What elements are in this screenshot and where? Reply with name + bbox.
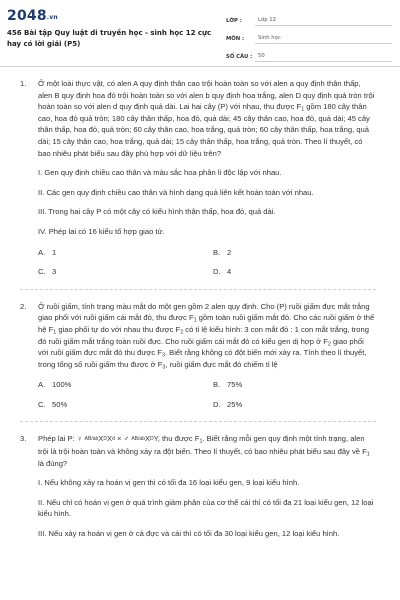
site-logo[interactable] — [7, 8, 58, 24]
meta-value: 50 — [255, 53, 392, 62]
question-2 — [0, 301, 400, 411]
subscript: 1 — [199, 438, 203, 445]
question-text — [38, 301, 376, 371]
option-value: 2 — [227, 247, 232, 257]
question-text — [38, 433, 376, 469]
meta-label: SỐ CÂU : — [226, 54, 253, 60]
superscript: D — [103, 436, 107, 443]
answer-options — [38, 379, 376, 410]
answer-option-c[interactable] — [38, 399, 213, 411]
meta-value: Lớp 12 — [255, 17, 392, 26]
question-1 — [0, 78, 400, 278]
genotype-fraction: AB/ab — [84, 436, 99, 443]
subscript: 1 — [193, 317, 197, 324]
option-letter: B. — [213, 380, 221, 390]
question-divider — [20, 289, 376, 290]
text-segment: giao phối với ruồi giấm đực mắt đỏ thu được F — [38, 336, 364, 358]
text-segment: × ♂ — [114, 434, 132, 444]
superscript: D — [150, 436, 154, 443]
statement: III. Nếu xảy ra hoán vị gen ở cả đực và cái thì có tối đa 30 loại kiểu gen, 12 loại kiểu hình. — [38, 529, 340, 539]
statement: III. Trong hai cây P có một cây có kiểu hình thân thấp, hoa đỏ, quả dài. — [38, 207, 276, 217]
question-divider — [20, 421, 376, 422]
subscript: 3 — [162, 364, 166, 371]
answer-option-d[interactable] — [213, 399, 363, 411]
answer-option-b[interactable] — [213, 379, 363, 391]
document-title: 456 Bài tập Quy luật di truyền học - sinh học 12 cực hay có lời giải (P5) — [7, 29, 212, 48]
text-segment: X — [106, 434, 113, 444]
question-text — [38, 78, 376, 159]
question-3 — [0, 433, 400, 539]
option-value: 3 — [52, 267, 57, 277]
genotype-fraction: AB/ab — [131, 436, 145, 443]
questions-list — [0, 78, 400, 540]
meta-row-class — [226, 10, 392, 26]
text-segment: X — [144, 434, 151, 444]
text-segment: là đúng? — [38, 458, 68, 468]
option-value: 25% — [227, 399, 243, 409]
meta-row-count — [226, 46, 392, 62]
text-segment: gồm 180 cây thân cao, hoa đỏ quả tròn; 180 cây thân thấp, hoa đỏ, quả dài; 45 cây thân cao, hoa đỏ, quả dài; 45 cây thân thấp, hoa đỏ, quả tròn; 60 cây thân cao, hoa trắng, quả tròn; 60 cây thân thấp, hoa trắng, quả dài; 15 cây thân cao, hoa trắng, quả dài; 15 cây thân thấp, hoa trắng, quả tròn. Theo lí thuyết, có bao nhiêu phát biểu sau đây phù hợp với dữ liệu trên? — [38, 102, 370, 158]
text-segment: Phép lai P: ♀ — [38, 434, 85, 444]
statement: I. Nếu không xảy ra hoán vị gen thì có tối đa 16 loại kiểu gen, 9 loại kiểu hình. — [38, 478, 300, 488]
option-value: 50% — [52, 399, 68, 409]
subscript: 3 — [161, 352, 165, 359]
answer-option-a[interactable] — [38, 379, 213, 391]
option-letter: A. — [38, 380, 46, 390]
superscript: d — [112, 436, 115, 443]
option-value: 1 — [52, 247, 57, 257]
option-value: 75% — [227, 380, 243, 390]
subscript: 1 — [53, 329, 57, 336]
answer-option-a[interactable] — [38, 247, 213, 259]
answer-options — [38, 247, 376, 278]
logo-suffix: .vn — [46, 14, 58, 21]
text-segment: có tỉ lệ kiểu hình: 3 con mắt đỏ : 1 con mắt trắng, trong đó ruồi giấm mắt trắng toàn ruồi đực. Cho ruồi giấm cái mắt đỏ có kiểu gen dị hợp ở F — [38, 324, 369, 346]
subscript: 2 — [327, 341, 331, 347]
statement: II. Nếu chỉ có hoán vị gen ở quá trình giảm phân của cơ thể cái thì có tối đa 21 loại kiểu gen, 12 loại kiểu hình. — [38, 497, 374, 519]
question-number: 2. — [20, 301, 27, 311]
meta-row-subject — [226, 28, 392, 44]
option-value: 4 — [227, 267, 232, 277]
subscript: 1 — [366, 451, 370, 458]
logo-text: 2048 — [7, 8, 47, 24]
option-letter: C. — [38, 399, 46, 409]
text-segment: , ruồi giấm đực mắt đỏ chiếm tỉ lệ — [165, 359, 278, 369]
worksheet-header — [0, 0, 400, 67]
option-value: 100% — [52, 380, 72, 390]
meta-label: MÔN : — [226, 36, 245, 42]
meta-value: Sinh học — [255, 35, 392, 44]
subscript: 1 — [301, 106, 305, 113]
option-letter: A. — [38, 247, 46, 257]
statement: I. Gen quy định chiều cao thân và màu sắc hoa phân li độc lập với nhau. — [38, 168, 282, 178]
answer-option-d[interactable] — [213, 266, 363, 278]
answer-option-b[interactable] — [213, 247, 363, 259]
text-segment: X — [98, 434, 104, 444]
text-segment: . Biết rằng không có đột biến mới xảy ra. Tính theo lí thuyết, trong tổng số ruồi giấm thu được ở F — [38, 348, 367, 369]
option-letter: B. — [213, 247, 221, 257]
text-segment: . Biết rằng mỗi gen quy định một tính trạng, alen trội là trội hoàn toàn và không xảy ra đột biến. Theo lí thuyết, có bao nhiêu phát biểu sau đây về F — [38, 434, 367, 457]
statement: IV. Phép lai có 16 kiểu tổ hợp giao tử. — [38, 226, 165, 236]
text-segment: Ở một loài thực vật, có alen A quy định thân cao trội hoàn toàn so với alen a quy định thân thấp, alen B quy định hoa đỏ trội hoàn toàn so với alen b quy định hoa trắng, alen D quy định quả tròn trội hoàn toàn so với alen d quy định quả dài. Lai hai cây (P) với nhau, thu được F — [38, 79, 375, 112]
answer-option-c[interactable] — [38, 266, 213, 278]
option-letter: C. — [38, 267, 46, 277]
text-segment: giao phối tự do với nhau thu được F — [56, 324, 181, 334]
text-segment: Y, thu được F — [153, 434, 200, 444]
meta-label: LỚP : — [226, 18, 242, 24]
meta-panel — [226, 10, 392, 64]
text-segment: gồm toàn ruồi giấm mắt đỏ. Cho các ruồi giấm ở thế hệ F — [38, 313, 375, 334]
text-segment: Ở ruồi giấm, tính trạng màu mắt do một gen gồm 2 alen quy định. Cho (P) ruồi giấm đực mắt trắng giao phối với ruồi giấm cái mắt đỏ, thu được F — [38, 301, 370, 323]
question-number: 1. — [20, 79, 27, 88]
subscript: 2 — [180, 329, 184, 336]
option-letter: D. — [213, 267, 221, 277]
statement: II. Các gen quy định chiều cao thân và hình dạng quả liên kết hoàn toàn với nhau. — [38, 187, 314, 197]
question-number: 3. — [20, 434, 27, 444]
option-letter: D. — [213, 399, 221, 409]
